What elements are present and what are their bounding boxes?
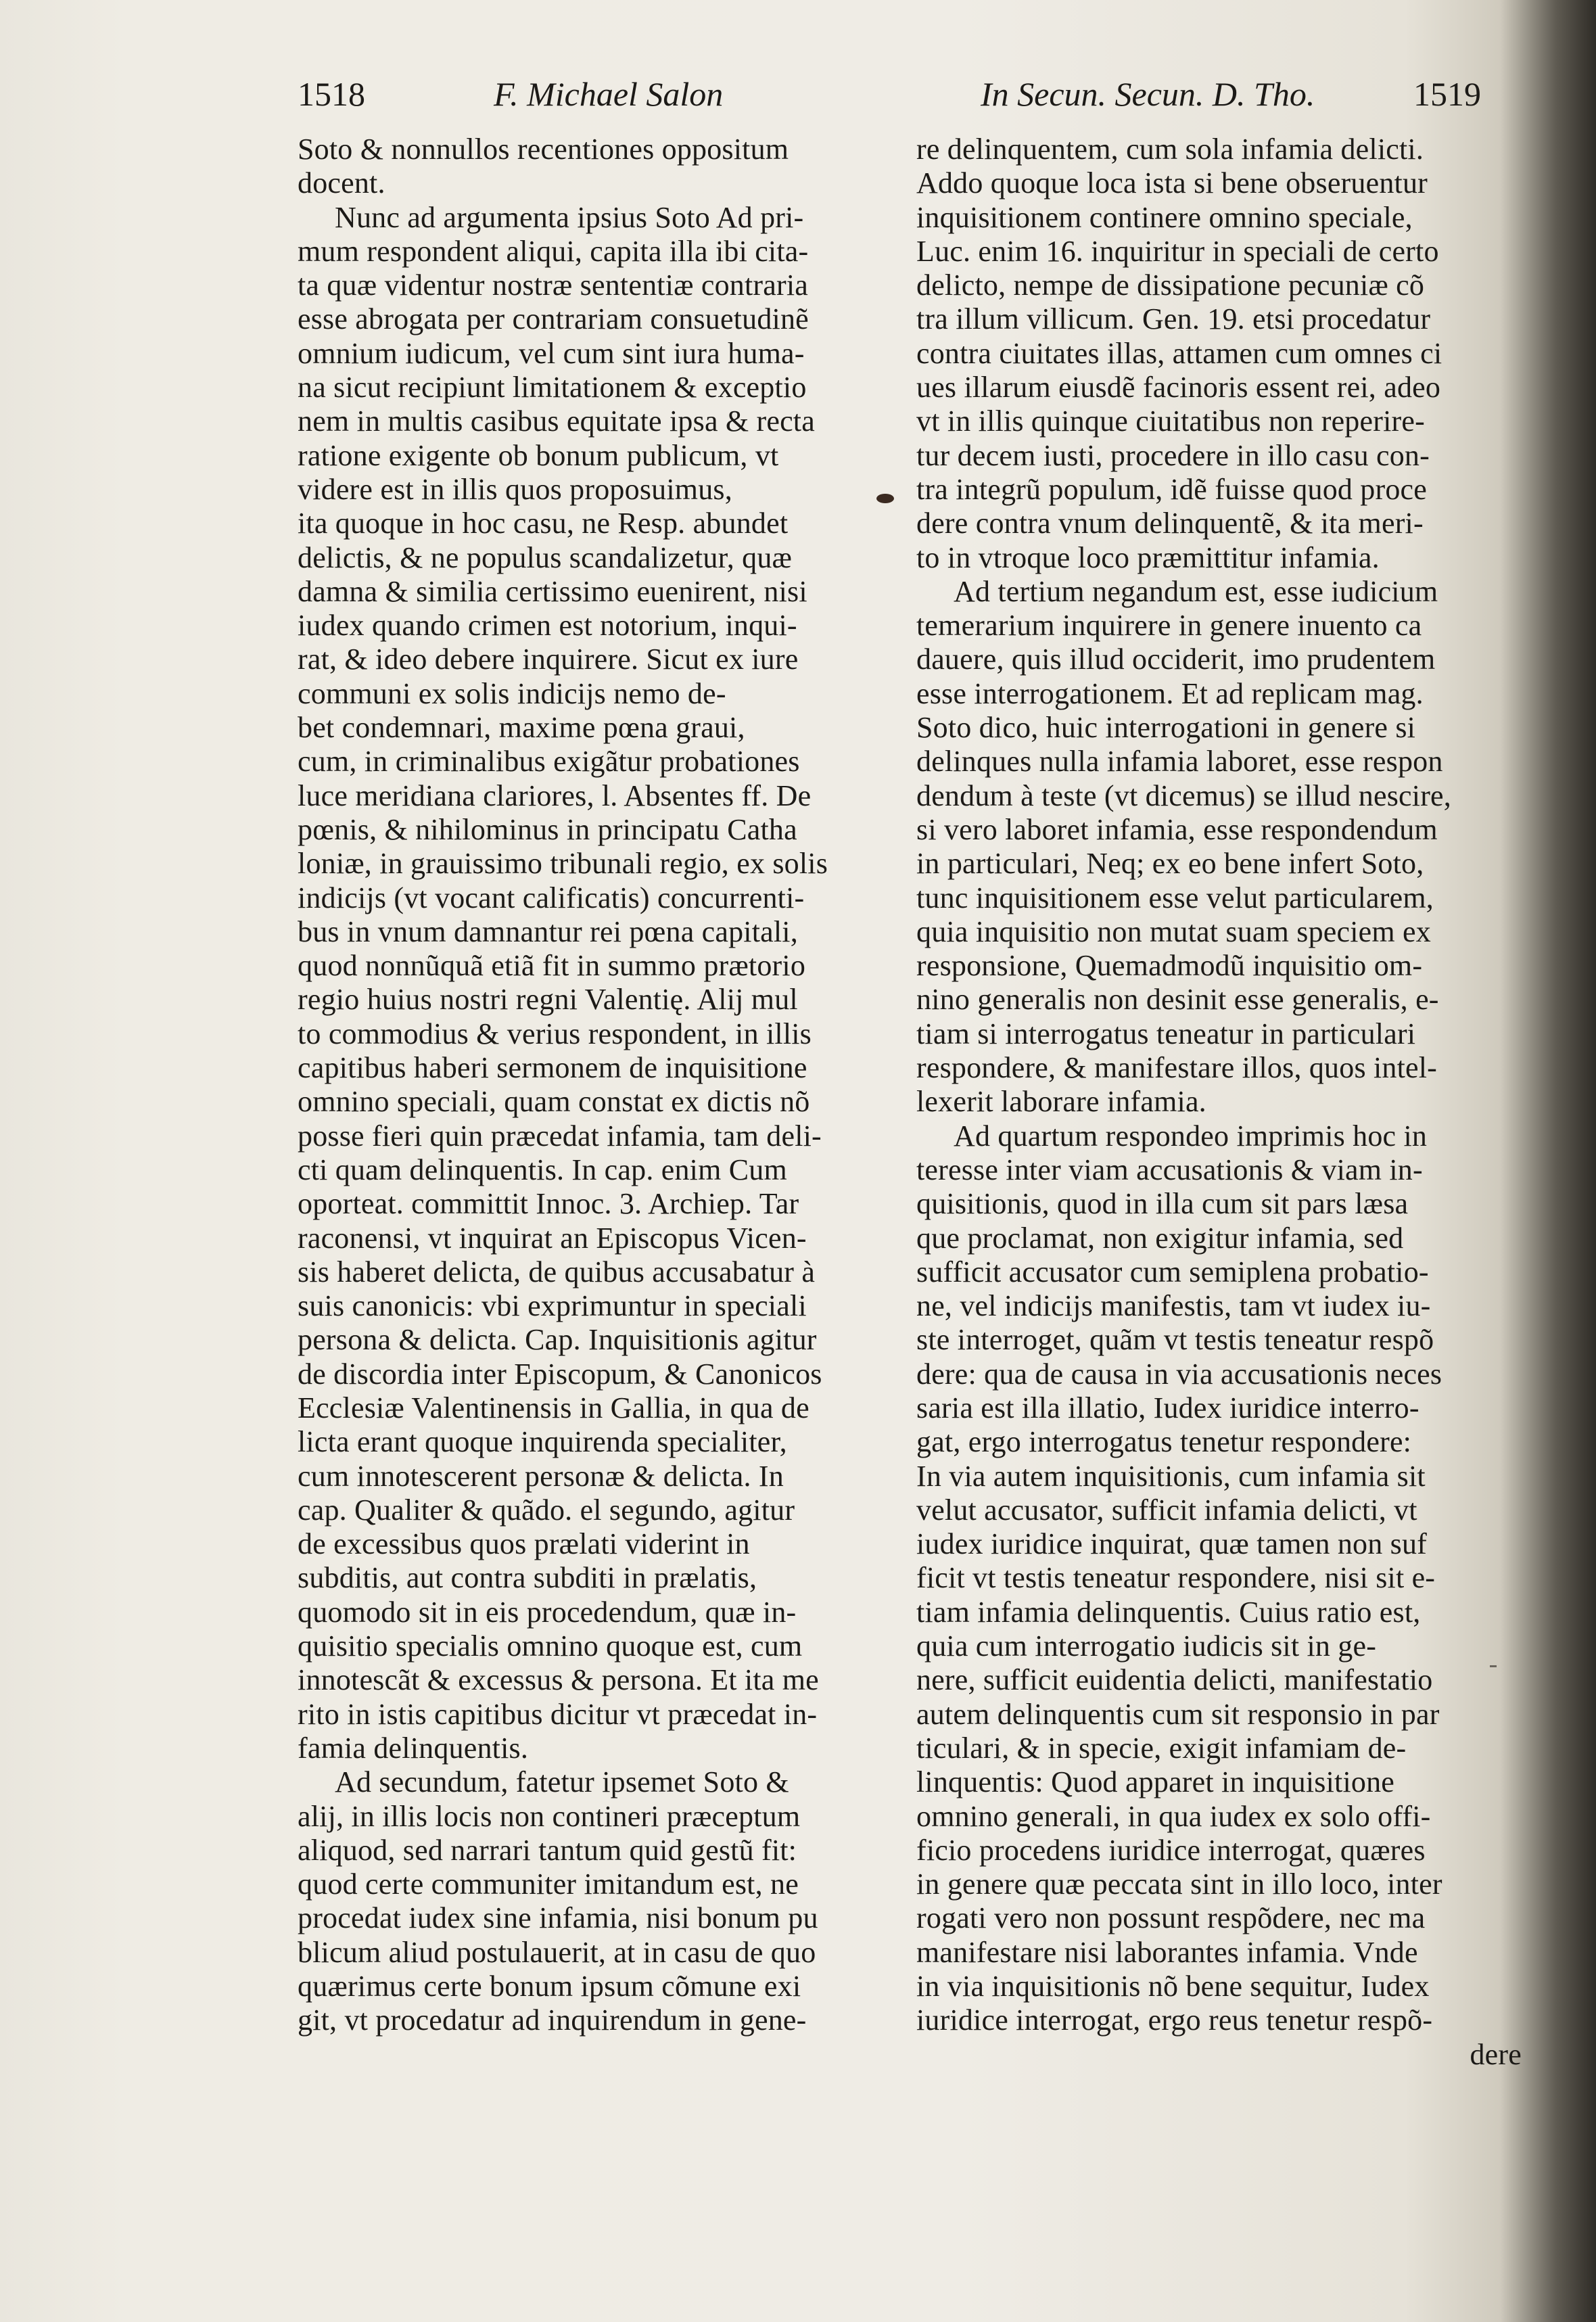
text-line: Luc. enim 16. inquiritur in speciali de certo — [916, 234, 1439, 268]
text-line: ratione exigente ob bonum publicum, vt — [298, 438, 779, 472]
text-line: suis canonicis: vbi exprimuntur in speciali — [298, 1289, 807, 1323]
text-line: ne, vel indicijs manifestis, tam vt iudex iu- — [916, 1289, 1431, 1323]
margin-tick-mark — [1490, 1665, 1497, 1667]
text-line: esse abrogata per contrariam consuetudinẽ — [298, 302, 809, 336]
text-line: tiam infamia delinquentis. Cuius ratio est, — [916, 1595, 1421, 1629]
text-line: rito in istis capitibus dicitur vt præcedat in- — [298, 1697, 818, 1731]
text-line: indicijs (vt vocant calificatis) concurrenti- — [298, 881, 805, 914]
text-line: cum innotescerent personæ & delicta. In — [298, 1459, 784, 1493]
text-line: rat, & ideo debere inquirere. Sicut ex iure — [298, 643, 799, 676]
text-line: iudex quando crimen est notorium, inqui- — [298, 609, 797, 643]
text-line: Ad tertium negandum est, esse iudicium — [954, 574, 1438, 608]
text-line: dendum à teste (vt dicemus) se illud nescire, — [916, 779, 1451, 812]
text-line: dauere, quis illud occiderit, imo prudentem — [916, 643, 1436, 676]
text-line: loniæ, in grauissimo tribunali regio, ex solis — [298, 847, 828, 881]
text-line: communi ex solis indicijs nemo de- — [298, 676, 726, 710]
text-line: teresse inter viam accusationis & viam in- — [916, 1153, 1423, 1186]
ink-blot-mark — [876, 494, 894, 503]
text-line: tunc inquisitionem esse velut particularem, — [916, 881, 1434, 914]
text-line: ficit vt testis teneatur respondere, nisi sit e- — [916, 1561, 1436, 1595]
text-line: sufficit accusator cum semiplena probatio- — [916, 1255, 1429, 1288]
text-line: sis haberet delicta, de quibus accusabatur à — [298, 1255, 816, 1288]
text-line: dere: qua de causa in via accusationis neces — [916, 1357, 1442, 1391]
text-line: In via autem inquisitionis, cum infamia sit — [916, 1459, 1426, 1493]
text-line: Soto dico, huic interrogationi in genere si — [916, 711, 1416, 745]
text-line: velut accusator, sufficit infamia delicti, vt — [916, 1493, 1417, 1527]
page-number-left: 1518 — [298, 75, 365, 113]
text-line: docent. — [298, 166, 385, 200]
text-line: linquentis: Quod apparet in inquisitione — [916, 1765, 1395, 1799]
text-line: que proclamat, non exigitur infamia, sed — [916, 1221, 1404, 1255]
text-line: aliquod, sed narrari tantum quid gestũ fit: — [298, 1833, 797, 1867]
text-line: re delinquentem, cum sola infamia delicti. — [916, 133, 1424, 166]
text-line: videre est in illis quos proposuimus, — [298, 472, 732, 506]
text-line: ues illarum eiusdẽ facinoris essent rei, adeo — [916, 371, 1441, 404]
text-line: saria est illa illatio, Iudex iuridice interro- — [916, 1391, 1419, 1424]
text-line: raconensi, vt inquirat an Episcopus Vicen- — [298, 1221, 807, 1255]
text-line: si vero laboret infamia, esse respondendum — [916, 812, 1438, 846]
left-text-column — [298, 133, 886, 2038]
text-line: subditis, aut contra subditi in prælatis, — [298, 1561, 757, 1595]
text-line: procedat iudex sine infamia, nisi bonum pu — [298, 1901, 818, 1935]
text-line: na sicut recipiunt limitationem & exceptio — [298, 371, 807, 404]
text-line: tra illum villicum. Gen. 19. etsi procedatur — [916, 302, 1431, 336]
text-line: capitibus haberi sermonem de inquisitione — [298, 1051, 807, 1085]
text-line: inquisitionem continere omnino speciale, — [916, 200, 1413, 234]
running-head-author: F. Michael Salon — [494, 75, 724, 113]
text-line: to commodius & verius respondent, in illis — [298, 1017, 812, 1050]
text-line: ste interroget, quãm vt testis teneatur respõ — [916, 1323, 1434, 1357]
text-line: oporteat. committit Innoc. 3. Archiep. Tar — [298, 1187, 799, 1221]
text-line: Addo quoque loca ista si bene obseruentur — [916, 166, 1428, 200]
text-line: lexerit laborare infamia. — [916, 1085, 1206, 1119]
text-line: delictis, & ne populus scandalizetur, quæ — [298, 540, 793, 574]
text-line: ita quoque in hoc casu, ne Resp. abundet — [298, 507, 789, 540]
text-line: quisitio specialis omnino quoque est, cum — [298, 1629, 803, 1663]
text-line: delicto, nempe de dissipatione pecuniæ cõ — [916, 269, 1425, 302]
text-line: Nunc ad argumenta ipsius Soto Ad pri- — [335, 200, 804, 234]
text-line: cum, in criminalibus exigãtur probationes — [298, 745, 800, 779]
text-line: quod certe communiter imitandum est, ne — [298, 1867, 799, 1901]
text-line: tur decem iusti, procedere in illo casu con- — [916, 438, 1430, 472]
text-line: responsione, Quemadmodũ inquisitio om- — [916, 949, 1423, 983]
text-line: to in vtroque loco præmittitur infamia. — [916, 540, 1380, 574]
text-line: Ecclesiæ Valentinensis in Gallia, in qua de — [298, 1391, 809, 1424]
text-line: temerarium inquirere in genere inuento ca — [916, 609, 1422, 643]
text-line: git, vt procedatur ad inquirendum in gene- — [298, 2003, 807, 2037]
text-line: manifestare nisi laborantes infamia. Vnde — [916, 1935, 1418, 1969]
text-line: nem in multis casibus equitate ipsa & recta — [298, 404, 815, 438]
text-line: dere contra vnum delinquentẽ, & ita meri- — [916, 507, 1424, 540]
text-line: quod nonnũquã etiã fit in summo prætorio — [298, 949, 806, 983]
text-line: blicum aliud postulauerit, at in casu de quo — [298, 1935, 816, 1969]
text-line: tra integrũ populum, idẽ fuisse quod proce — [916, 472, 1428, 506]
text-line: gat, ergo interrogatus tenetur respondere: — [916, 1425, 1412, 1459]
right-text-column — [916, 133, 1528, 2072]
text-line: licta erant quoque inquirenda specialiter, — [298, 1425, 787, 1459]
page-number-right: 1519 — [1413, 75, 1481, 113]
text-line: persona & delicta. Cap. Inquisitionis agitur — [298, 1323, 817, 1357]
text-line: posse fieri quin præcedat infamia, tam deli- — [298, 1119, 822, 1153]
running-head-work: In Secun. Secun. D. Tho. — [981, 75, 1315, 113]
text-line: quærimus certe bonum ipsum cõmune exi — [298, 1970, 801, 2003]
text-line: ficio procedens iuridice interrogat, quæres — [916, 1833, 1426, 1867]
text-line: omnino generali, in qua iudex ex solo offi- — [916, 1799, 1431, 1833]
text-line: rogati vero non possunt respõdere, nec ma — [916, 1901, 1426, 1935]
text-line: contra ciuitates illas, attamen cum omnes ci — [916, 336, 1442, 370]
text-line: autem delinquentis cum sit responsio in par — [916, 1697, 1440, 1731]
text-line: quia cum interrogatio iudicis sit in ge- — [916, 1629, 1377, 1663]
text-line: quomodo sit in eis procedendum, quæ in- — [298, 1595, 797, 1629]
text-line: luce meridiana clariores, l. Absentes ff. De — [298, 779, 812, 812]
text-line: Ad quartum respondeo imprimis hoc in — [954, 1119, 1428, 1153]
text-line: mum respondent aliqui, capita illa ibi cita- — [298, 234, 809, 268]
text-line: ta quæ videntur nostræ sententiæ contraria — [298, 269, 809, 302]
text-line: bet condemnari, maxime pœna graui, — [298, 711, 745, 745]
text-line: cti quam delinquentis. In cap. enim Cum — [298, 1153, 787, 1186]
text-line: nino generalis non desinit esse generalis, e- — [916, 983, 1439, 1017]
text-line: damna & similia certissimo euenirent, nisi — [298, 574, 807, 608]
text-line: de discordia inter Episcopum, & Canonicos — [298, 1357, 822, 1391]
text-line: in via inquisitionis nõ bene sequitur, Iudex — [916, 1970, 1430, 2003]
text-line: omnium iudicum, vel cum sint iura huma- — [298, 336, 805, 370]
text-line: de excessibus quos prælati viderint in — [298, 1527, 750, 1561]
text-line: quisitionis, quod in illa cum sit pars læsa — [916, 1187, 1409, 1221]
text-line: Ad secundum, fatetur ipsemet Soto & — [335, 1765, 789, 1799]
text-line: delinques nulla infamia laboret, esse respon — [916, 745, 1443, 779]
text-line: nere, sufficit euidentia delicti, manifestatio — [916, 1663, 1433, 1697]
running-header — [0, 74, 1528, 129]
text-line: iudex iuridice inquirat, quæ tamen non suf — [916, 1527, 1428, 1561]
text-line: cap. Qualiter & quãdo. el segundo, agitur — [298, 1493, 795, 1527]
text-line: quia inquisitio non mutat suam speciem ex — [916, 914, 1431, 948]
text-line: pœnis, & nihilominus in principatu Catha — [298, 812, 797, 846]
text-line: bus in vnum damnantur rei pœna capitali, — [298, 914, 798, 948]
text-line: regio huius nostri regni Valentię. Alij mul — [298, 983, 798, 1017]
text-line: Soto & nonnullos recentiones oppositum — [298, 133, 789, 166]
catchword: dere — [1470, 2037, 1522, 2071]
text-line: vt in illis quinque ciuitatibus non reperire- — [916, 404, 1425, 438]
text-line: esse interrogationem. Et ad replicam mag. — [916, 676, 1424, 710]
text-line: iuridice interrogat, ergo reus tenetur respõ- — [916, 2003, 1433, 2037]
text-line: in genere quæ peccata sint in illo loco, inter — [916, 1867, 1442, 1901]
text-line: respondere, & manifestare illos, quos intel- — [916, 1051, 1438, 1085]
text-line: omnino speciali, quam constat ex dictis nõ — [298, 1085, 810, 1119]
text-line: in particulari, Neq; ex eo bene infert Soto, — [916, 847, 1424, 881]
text-line: tiam si interrogatus teneatur in particulari — [916, 1017, 1416, 1050]
text-line: famia delinquentis. — [298, 1731, 529, 1765]
text-line: innotescãt & excessus & persona. Et ita me — [298, 1663, 819, 1697]
text-line: ticulari, & in specie, exigit infamiam de- — [916, 1731, 1407, 1765]
text-line: alij, in illis locis non contineri præceptum — [298, 1799, 801, 1833]
